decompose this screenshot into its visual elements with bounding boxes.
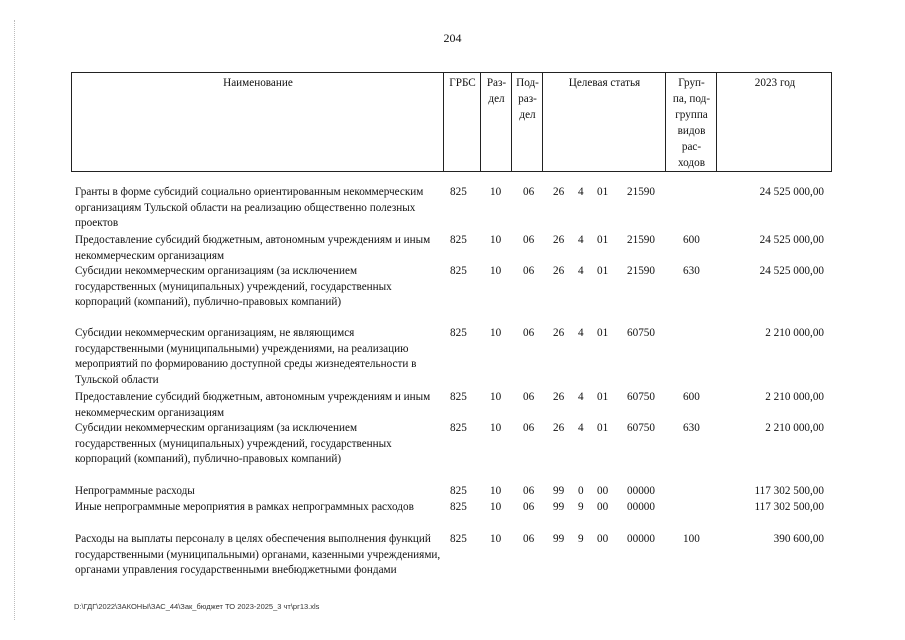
row-name: Предоставление субсидий бюджетным, автономным учреждениям и иным некоммерческим организациям (75, 234, 431, 262)
footer-file-path: D:\ГДГ\2022\ЗАКОНЫ\ЗАС_44\Зак_бюджет ТО 2023-2025_3 чт\рг13.xls (74, 602, 320, 611)
row-amount: 24 525 000,00 (759, 234, 824, 246)
row-target-direction: 21590 (627, 186, 655, 198)
row-grbs: 825 (450, 265, 467, 277)
row-target-event: 01 (597, 422, 609, 434)
row-target-subprogram: 4 (578, 186, 584, 198)
row-target-subprogram: 0 (578, 485, 584, 497)
row-target-direction: 60750 (627, 327, 655, 339)
row-razdel: 10 (490, 186, 502, 198)
row-expense-group: 630 (683, 422, 700, 434)
row-target-subprogram: 4 (578, 234, 584, 246)
row-target-direction: 21590 (627, 234, 655, 246)
page-number: 204 (443, 31, 462, 45)
header-target-article: Целевая статья (542, 73, 666, 171)
row-name: Расходы на выплаты персоналу в целях обеспечения выполнения функций государственными (муниципальными) органами, казенными учреждениями, органами управления государственными внебюджетными фондами (75, 533, 441, 577)
row-target-direction: 00000 (627, 533, 655, 545)
row-target-program: 26 (553, 327, 565, 339)
row-name: Гранты в форме субсидий социально ориентированным некоммерческим организациям Тульской области на реализацию общественно полезных проектов (75, 186, 424, 230)
row-amount: 117 302 500,00 (754, 501, 824, 513)
row-target-direction: 00000 (627, 501, 655, 513)
row-razdel: 10 (490, 533, 502, 545)
header-razdel: Раз- дел (480, 73, 512, 171)
row-target-direction: 00000 (627, 485, 655, 497)
row-amount: 2 210 000,00 (765, 422, 824, 434)
row-target-program: 99 (553, 501, 565, 513)
row-podrazdel: 06 (523, 391, 535, 403)
row-name: Иные непрограммные мероприятия в рамках непрограммных расходов (75, 501, 414, 513)
row-target-direction: 21590 (627, 265, 655, 277)
row-expense-group: 100 (683, 533, 700, 545)
row-podrazdel: 06 (523, 265, 535, 277)
row-razdel: 10 (490, 327, 502, 339)
row-target-event: 01 (597, 391, 609, 403)
row-target-event: 01 (597, 234, 609, 246)
row-grbs: 825 (450, 422, 467, 434)
row-target-event: 00 (597, 485, 609, 497)
row-razdel: 10 (490, 391, 502, 403)
header-year: 2023 год (716, 73, 833, 171)
row-grbs: 825 (450, 234, 467, 246)
row-podrazdel: 06 (523, 234, 535, 246)
header-expense-group: Груп- па, под- группа видов рас- ходов (665, 73, 717, 171)
row-grbs: 825 (450, 186, 467, 198)
header-name: Наименование (223, 77, 293, 89)
row-grbs: 825 (450, 391, 467, 403)
row-target-direction: 60750 (627, 391, 655, 403)
row-target-program: 26 (553, 265, 565, 277)
row-podrazdel: 06 (523, 485, 535, 497)
row-target-subprogram: 4 (578, 391, 584, 403)
row-podrazdel: 06 (523, 533, 535, 545)
row-target-direction: 60750 (627, 422, 655, 434)
row-podrazdel: 06 (523, 422, 535, 434)
row-amount: 24 525 000,00 (759, 186, 824, 198)
row-amount: 390 600,00 (773, 533, 824, 545)
header-podrazdel: Под- раз- дел (511, 73, 543, 171)
row-podrazdel: 06 (523, 327, 535, 339)
row-grbs: 825 (450, 485, 467, 497)
row-expense-group: 630 (683, 265, 700, 277)
row-target-subprogram: 9 (578, 501, 584, 513)
row-target-subprogram: 9 (578, 533, 584, 545)
row-target-program: 26 (553, 186, 565, 198)
row-target-program: 99 (553, 485, 565, 497)
row-razdel: 10 (490, 501, 502, 513)
row-target-subprogram: 4 (578, 327, 584, 339)
row-target-program: 26 (553, 234, 565, 246)
row-target-event: 00 (597, 501, 609, 513)
row-name: Субсидии некоммерческим организациям (за исключением государственных (муниципальных) учреждений, государственных корпораций (компаний), публично-правовых компаний) (75, 422, 392, 466)
row-expense-group: 600 (683, 391, 700, 403)
row-name: Субсидии некоммерческим организациям (за исключением государственных (муниципальных) учреждений, государственных корпораций (компаний), публично-правовых компаний) (75, 265, 392, 309)
row-name: Субсидии некоммерческим организациям, не являющимся государственными (муниципальными) учреждениями, на реализацию мероприятий по формированию доступной среды жизнедеятельности в Тульской области (75, 327, 417, 386)
row-target-subprogram: 4 (578, 422, 584, 434)
row-grbs: 825 (450, 533, 467, 545)
row-target-event: 01 (597, 327, 609, 339)
row-razdel: 10 (490, 485, 502, 497)
row-amount: 24 525 000,00 (759, 265, 824, 277)
row-target-event: 00 (597, 533, 609, 545)
row-target-subprogram: 4 (578, 265, 584, 277)
row-razdel: 10 (490, 234, 502, 246)
row-target-program: 26 (553, 422, 565, 434)
row-name: Непрограммные расходы (75, 485, 195, 497)
row-expense-group: 600 (683, 234, 700, 246)
header-grbs: ГРБС (443, 73, 481, 171)
row-target-event: 01 (597, 265, 609, 277)
row-amount: 2 210 000,00 (765, 391, 824, 403)
row-amount: 2 210 000,00 (765, 327, 824, 339)
row-grbs: 825 (450, 501, 467, 513)
row-amount: 117 302 500,00 (754, 485, 824, 497)
row-razdel: 10 (490, 422, 502, 434)
row-target-program: 26 (553, 391, 565, 403)
row-grbs: 825 (450, 327, 467, 339)
row-name: Предоставление субсидий бюджетным, автономным учреждениям и иным некоммерческим организациям (75, 391, 431, 419)
row-target-event: 01 (597, 186, 609, 198)
row-target-program: 99 (553, 533, 565, 545)
row-podrazdel: 06 (523, 501, 535, 513)
row-razdel: 10 (490, 265, 502, 277)
row-podrazdel: 06 (523, 186, 535, 198)
